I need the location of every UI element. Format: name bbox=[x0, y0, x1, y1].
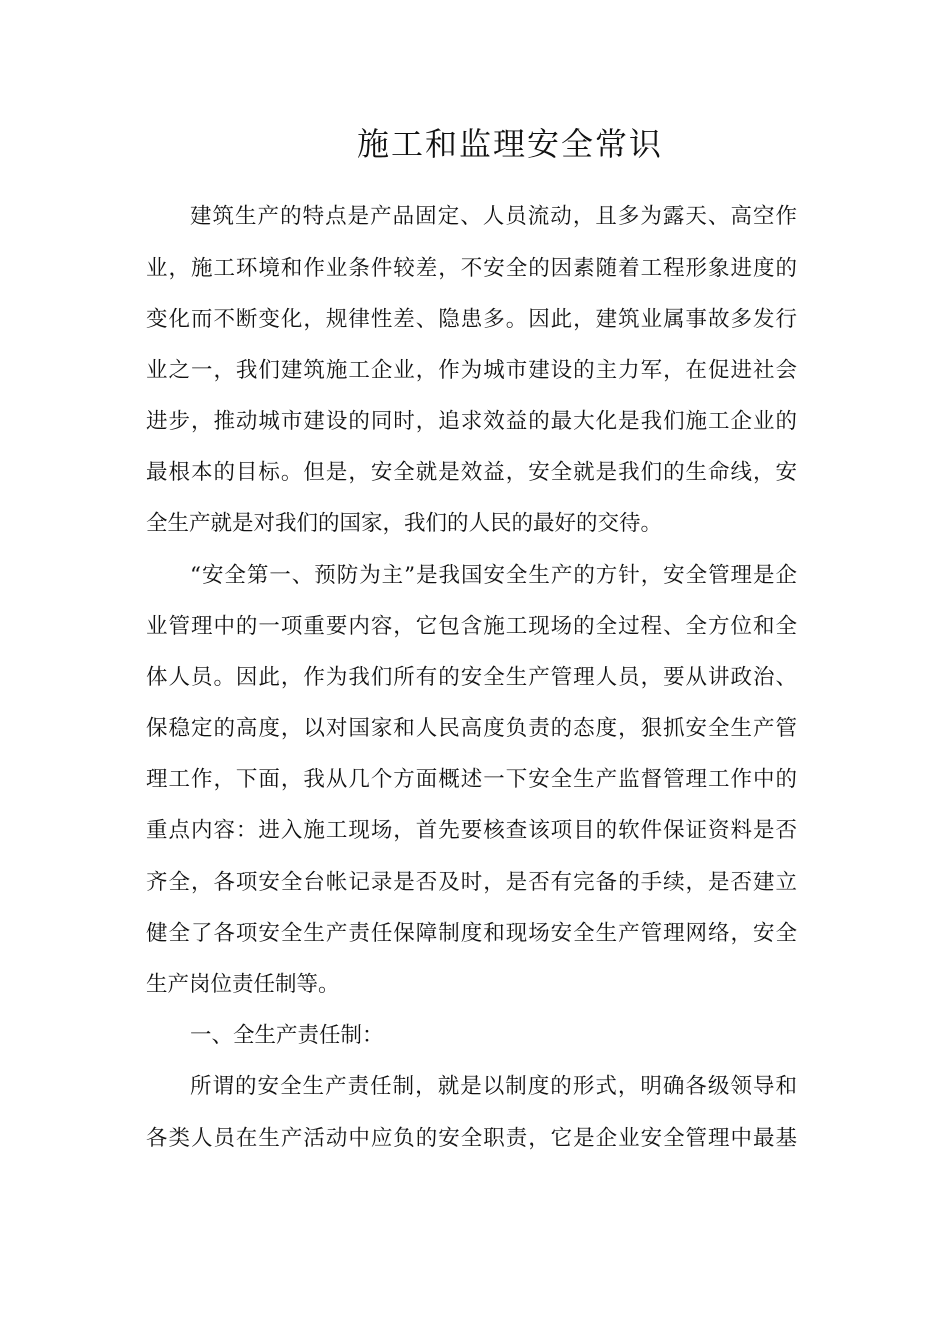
paragraph-line: 业管理中的一项重要内容，它包含施工现场的全过程、全方位和全 bbox=[146, 614, 797, 639]
paragraph-line: 所谓的安全生产责任制，就是以制度的形式，明确各级领导和 bbox=[190, 1074, 797, 1099]
paragraph-line: 变化而不断变化，规律性差、隐患多。因此，建筑业属事故多发行 bbox=[146, 307, 797, 332]
paragraph-line: 建筑生产的特点是产品固定、人员流动，且多为露天、高空作 bbox=[190, 204, 797, 229]
document-title: 施工和监理安全常识 bbox=[356, 125, 663, 163]
paragraph-line: 各类人员在生产活动中应负的安全职责，它是企业安全管理中最基 bbox=[146, 1126, 797, 1151]
paragraph-line: 生产岗位责任制等。 bbox=[146, 972, 340, 997]
paragraph-line: 业，施工环境和作业条件较差，不安全的因素随着工程形象进度的 bbox=[146, 256, 797, 281]
paragraph-line: 业之一，我们建筑施工企业，作为城市建设的主力军，在促进社会 bbox=[146, 358, 797, 383]
paragraph-line: 保稳定的高度，以对国家和人民高度负责的态度，狠抓安全生产管 bbox=[146, 716, 797, 741]
paragraph-line: 进步，推动城市建设的同时，追求效益的最大化是我们施工企业的 bbox=[146, 409, 797, 434]
paragraph-line: 全生产就是对我们的国家，我们的人民的最好的交待。 bbox=[146, 511, 663, 536]
paragraph-line: 健全了各项安全生产责任保障制度和现场安全生产管理网络，安全 bbox=[146, 921, 797, 946]
paragraph-line: 重点内容：进入施工现场，首先要核查该项目的软件保证资料是否 bbox=[146, 818, 797, 843]
paragraph-line: 齐全，各项安全台帐记录是否及时，是否有完备的手续，是否建立 bbox=[146, 870, 797, 895]
paragraph-line: 体人员。因此，作为我们所有的安全生产管理人员，要从讲政治、 bbox=[146, 665, 797, 690]
paragraph-line: 理工作，下面，我从几个方面概述一下安全生产监督管理工作中的 bbox=[146, 767, 797, 792]
paragraph-line: 最根本的目标。但是，安全就是效益，安全就是我们的生命线，安 bbox=[146, 460, 797, 485]
paragraph-line: “安全第一、预防为主”是我国安全生产的方针，安全管理是企 bbox=[190, 563, 797, 588]
section-heading: 一、全生产责任制： bbox=[190, 1023, 384, 1048]
